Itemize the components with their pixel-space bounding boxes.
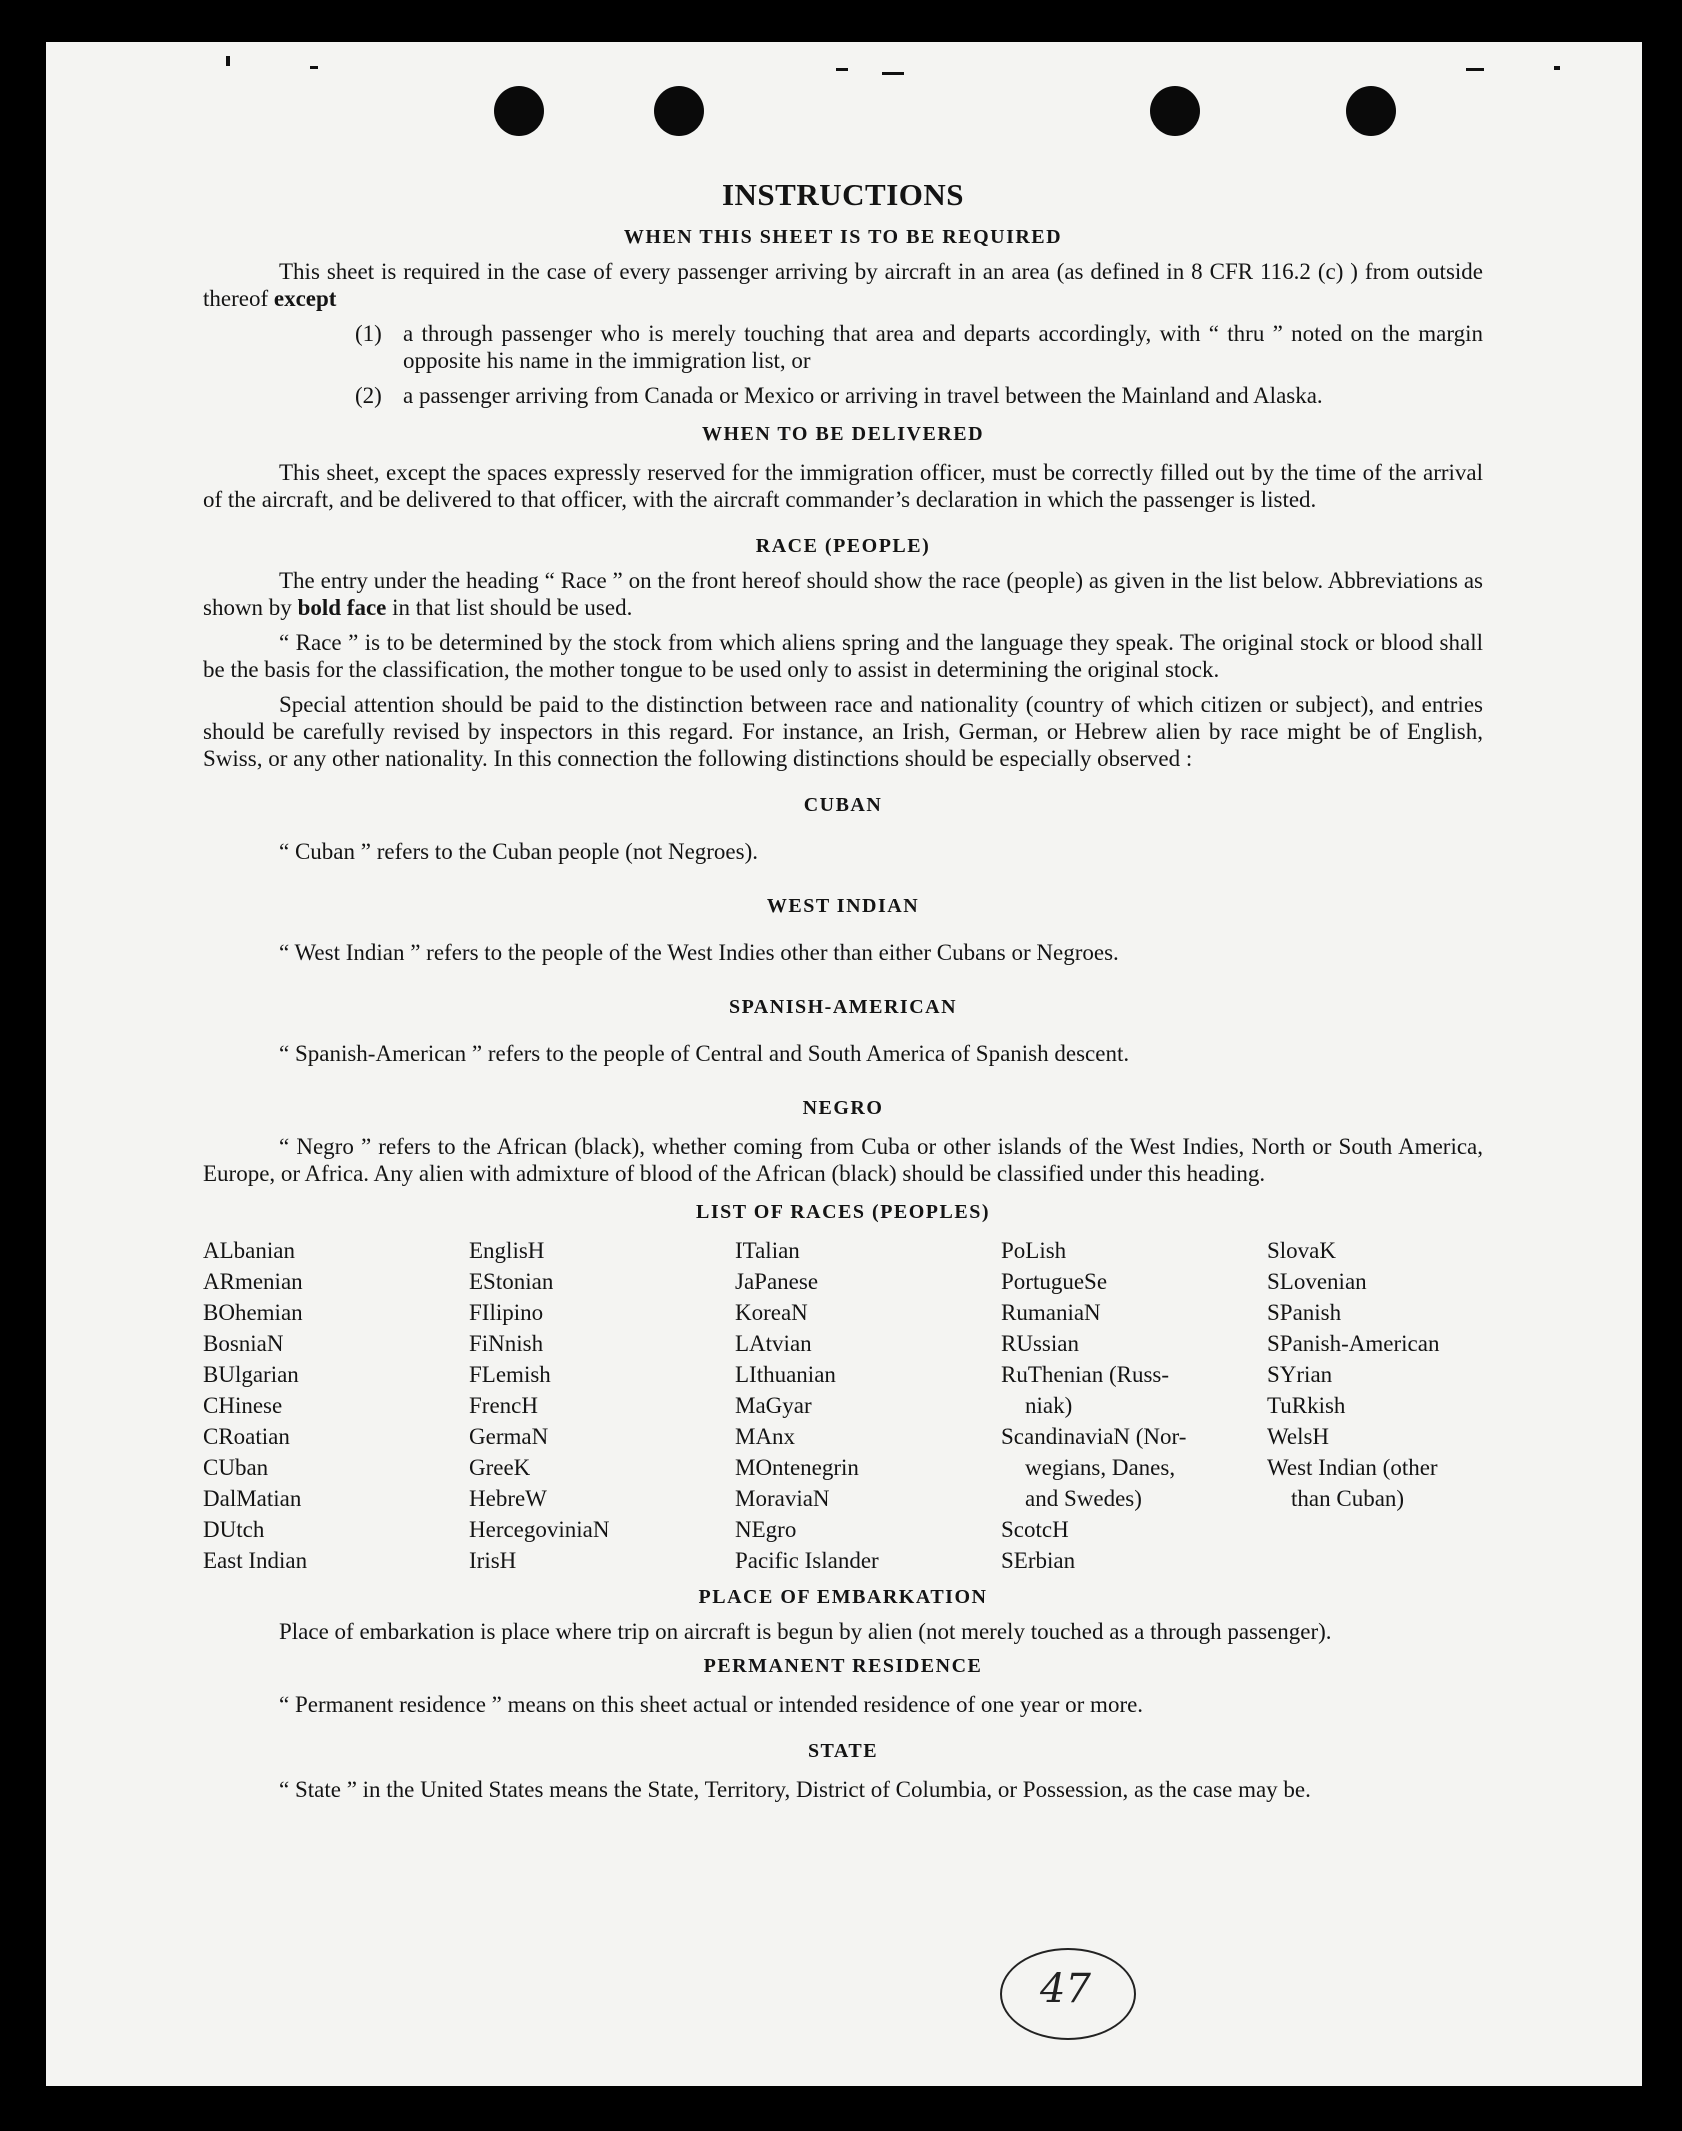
race-entry: EStonian <box>469 1269 554 1294</box>
race-entry: JaPanese <box>735 1269 819 1294</box>
paragraph-when-required <box>203 258 1483 312</box>
punch-hole <box>654 86 704 136</box>
race-entry: CRoatian <box>203 1424 290 1449</box>
race-entry: East Indian <box>203 1548 308 1573</box>
race-entry-continued: and Swedes) <box>1025 1486 1142 1511</box>
race-entry: MoraviaN <box>735 1486 830 1511</box>
paragraph-race-3: Special attention should be paid to the distinction between race and nationality (country of which citizen or subject), and entries should be carefully revised by inspectors in this regard. For instance, an Irish, German, or Hebrew alien by race might be of English, Swiss, or any other nationality. In this connection the following distinctions should be especially observed : <box>203 692 1483 771</box>
race-entry: PoLish <box>1001 1238 1067 1263</box>
race-entry: IrisH <box>469 1548 517 1573</box>
scan-speck <box>226 56 230 66</box>
race-entry: BosniaN <box>203 1331 284 1356</box>
punch-hole <box>1150 86 1200 136</box>
race-entry: FLemish <box>469 1362 551 1387</box>
race-entry: MAnx <box>735 1424 796 1449</box>
race-entry: ARmenian <box>203 1269 303 1294</box>
race-entry: PortugueSe <box>1001 1269 1108 1294</box>
paragraph-when-delivered: This sheet, except the spaces expressly reserved for the immigration officer, must be correctly filled out by the time of the arrival of the aircraft, and be delivered to that officer, with the aircraft commander’s declaration in which the passenger is listed. <box>203 460 1483 512</box>
section-heading-race: RACE (PEOPLE) <box>755 535 931 557</box>
intro-text: This sheet is required in the case of every passenger arriving by aircraft in an area (as defined in 8 CFR 116.2 (c) ) from outside thereof <box>203 259 1483 311</box>
paragraph-west-indian: “ West Indian ” refers to the people of the West Indies other than either Cubans or Negroes. <box>279 940 1119 965</box>
item-number: (1) <box>355 321 382 346</box>
race-entry: WelsH <box>1267 1424 1330 1449</box>
race-entry: RUssian <box>1001 1331 1079 1356</box>
race-entry: SYrian <box>1267 1362 1333 1387</box>
races-column <box>1001 1235 1267 1576</box>
item-number: (2) <box>355 383 382 408</box>
race-entry: BUlgarian <box>203 1362 299 1387</box>
paragraph-race-2: “ Race ” is to be determined by the stock from which aliens spring and the language they speak. The original stock or blood shall be the basis for the classification, the mother tongue to be used only to assist in determining the original stock. <box>203 630 1483 682</box>
race-entry: Pacific Islander <box>735 1548 879 1573</box>
page-title: INSTRUCTIONS <box>721 177 964 212</box>
races-column <box>735 1235 1001 1576</box>
race-entry: MOntenegrin <box>735 1455 859 1480</box>
punch-hole <box>494 86 544 136</box>
item-text: a passenger arriving from Canada or Mexico or arriving in travel between the Mainland and Alaska. <box>403 383 1323 408</box>
race-entry: HercegoviniaN <box>469 1517 610 1542</box>
scan-speck <box>882 72 904 75</box>
race-entry: TuRkish <box>1267 1393 1346 1418</box>
race-entry: KoreaN <box>735 1300 808 1325</box>
race-entry: DUtch <box>203 1517 265 1542</box>
handwritten-page-number: 47 <box>1040 1966 1091 2012</box>
race-entry-continued: wegians, Danes, <box>1025 1455 1176 1480</box>
section-heading-spanish-american: SPANISH-AMERICAN <box>728 996 958 1018</box>
race-entry: GreeK <box>469 1455 531 1480</box>
section-heading-races-list: LIST OF RACES (PEOPLES) <box>695 1201 990 1223</box>
scan-speck <box>1466 68 1484 71</box>
race-entry-continued: than Cuban) <box>1291 1486 1405 1511</box>
race-entry: SLovenian <box>1267 1269 1367 1294</box>
race-entry: SlovaK <box>1267 1238 1336 1263</box>
section-heading-when-delivered: WHEN TO BE DELIVERED <box>701 423 985 445</box>
race-entry: FIlipino <box>469 1300 544 1325</box>
list-item <box>203 382 1483 409</box>
scan-speck <box>1554 66 1560 70</box>
race-p1-end: in that list should be used. <box>392 595 633 620</box>
section-heading-embarkation: PLACE OF EMBARKATION <box>698 1586 988 1608</box>
scan-speck <box>310 66 318 69</box>
race-entry: LAtvian <box>735 1331 812 1356</box>
section-heading-negro: NEGRO <box>802 1097 884 1119</box>
race-entry: LIthuanian <box>735 1362 836 1387</box>
race-entry: NEgro <box>735 1517 797 1542</box>
instructions-body <box>203 176 1483 1803</box>
paragraph-residence: “ Permanent residence ” means on this sheet actual or intended residence of one year or more. <box>279 1692 1144 1717</box>
paragraph-negro: “ Negro ” refers to the African (black), whether coming from Cuba or other islands of the West Indies, North or South America, Europe, or Africa. Any alien with admixture of blood of the African (black) should be classified under this heading. <box>203 1134 1483 1186</box>
section-heading-west-indian: WEST INDIAN <box>766 895 920 917</box>
section-heading-cuban: CUBAN <box>803 794 883 816</box>
races-column <box>203 1235 469 1576</box>
race-entry: FrencH <box>469 1393 538 1418</box>
paragraph-race-1 <box>203 567 1483 621</box>
races-column <box>469 1235 735 1576</box>
race-entry: ITalian <box>735 1238 800 1263</box>
race-entry: ALbanian <box>203 1238 295 1263</box>
race-entry: CHinese <box>203 1393 283 1418</box>
race-entry-continued: niak) <box>1025 1393 1073 1418</box>
section-heading-state: STATE <box>807 1740 879 1762</box>
section-heading-residence: PERMANENT RESIDENCE <box>703 1655 983 1677</box>
race-entry: HebreW <box>469 1486 547 1511</box>
races-column <box>1267 1235 1533 1576</box>
race-entry: RuThenian (Russ- <box>1001 1362 1170 1387</box>
race-entry: ScotcH <box>1001 1517 1069 1542</box>
race-entry: SPanish-American <box>1267 1331 1440 1356</box>
races-table <box>203 1235 1483 1576</box>
paragraph-cuban: “ Cuban ” refers to the Cuban people (not Negroes). <box>279 839 759 864</box>
intro-bold: except <box>273 286 337 311</box>
scan-speck <box>836 68 848 71</box>
item-text: a through passenger who is merely touching that area and departs accordingly, with “ thru ” noted on the margin opposite his name in the immigration list, or <box>403 321 1483 373</box>
section-heading-when-required: WHEN THIS SHEET IS TO BE REQUIRED <box>623 226 1063 248</box>
list-item <box>203 320 1483 374</box>
race-entry: CUban <box>203 1455 269 1480</box>
paragraph-spanish-american: “ Spanish-American ” refers to the people of Central and South America of Spanish descent. <box>279 1041 1130 1066</box>
race-p1-text: The entry under the heading “ Race ” on the front hereof should show the race (people) as given in the list below. Abbreviations as shown by <box>203 568 1483 620</box>
race-entry: SPanish <box>1267 1300 1342 1325</box>
race-entry: DalMatian <box>203 1486 302 1511</box>
race-entry: SErbian <box>1001 1548 1076 1573</box>
race-entry: West Indian (other <box>1267 1455 1438 1480</box>
race-p1-bold: bold face <box>297 595 387 620</box>
paragraph-state: “ State ” in the United States means the State, Territory, District of Columbia, or Possession, as the case may be. <box>279 1777 1311 1802</box>
race-entry: FiNnish <box>469 1331 544 1356</box>
punch-hole <box>1346 86 1396 136</box>
race-entry: BOhemian <box>203 1300 303 1325</box>
paragraph-embarkation: Place of embarkation is place where trip on aircraft is begun by alien (not merely touched as a through passenger). <box>279 1619 1332 1644</box>
race-entry: RumaniaN <box>1001 1300 1101 1325</box>
race-entry: ScandinaviaN (Nor- <box>1001 1424 1187 1449</box>
race-entry: GermaN <box>469 1424 549 1449</box>
race-entry: EnglisH <box>469 1238 545 1263</box>
race-entry: MaGyar <box>735 1393 812 1418</box>
